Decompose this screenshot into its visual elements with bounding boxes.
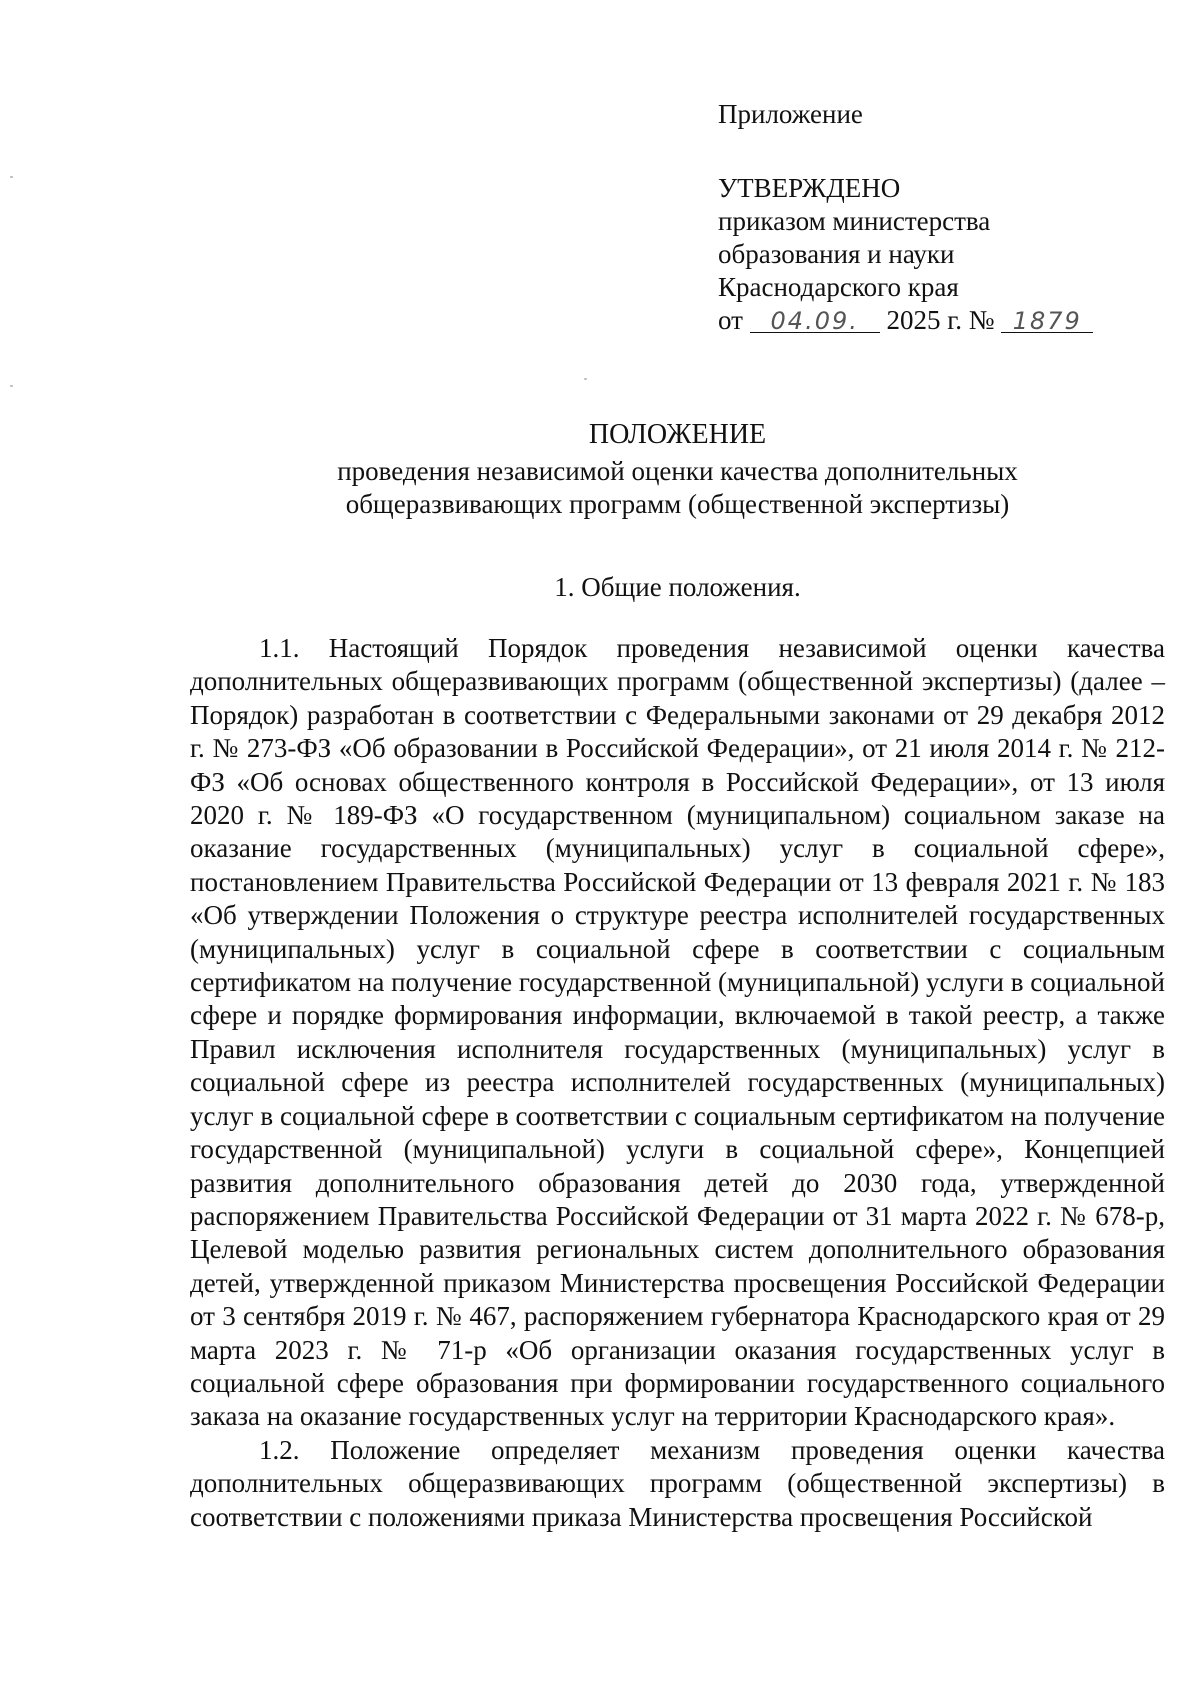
- appendix-label: Приложение: [718, 99, 863, 129]
- paragraph-1-1: 1.1. Настоящий Порядок проведения независимой оценки качества дополнительных общеразвивающих программ (общественной экспертизы) (далее – Порядок) разработан в соответствии с Федеральными законами от 29 декабря 2012 г. № 273-ФЗ «Об образовании в Российской Федерации», от 21 июля 2014 г. № 212-ФЗ «Об основах общественного контроля в Российской Федерации», от 13 июля 2020 г. № 189-ФЗ «О государственном (муниципальном) социальном заказе на оказание государственных (муниципальных) услуг в социальной сфере», постановлением Правительства Российской Федерации от 13 февраля 2021 г. № 183 «Об утверждении Положения о структуре реестра исполнителей государственных (муниципальных) услуг в социальной сфере в соответствии с социальным сертификатом на получение государственной (муниципальной) услуги в социальной сфере и порядке формирования информации, включаемой в такой реестр, а также Правил исключения исполнителя государственных (муниципальных) услуг в социальной сфере из реестра исполнителей государственных (муниципальных) услуг в социальной сфере в соответствии с социальным сертификатом на получение государственной (муниципальной) услуги в социальной сфере», Концепцией развития дополнительного образования детей до 2030 года, утвержденной распоряжением Правительства Российской Федерации от 31 марта 2022 г. № 678-р, Целевой моделью развития региональных систем дополнительного образования детей, утвержденной приказом Министерства просвещения Российской Федерации от 3 сентября 2019 г. № 467, распоряжением губернатора Краснодарского края от 29 марта 2023 г. № 71-р «Об организации оказания государственных услуг в социальной сфере образования при формировании государственного социального заказа на оказание государственных услуг на территории Краснодарского края».: [190, 633, 1166, 1432]
- date-fill-field: [750, 304, 880, 333]
- section-body: [190, 632, 1165, 1534]
- order-line-3: Краснодарского края: [718, 272, 959, 302]
- scan-speck: [10, 176, 13, 178]
- approved-label: УТВЕРЖДЕНО: [718, 173, 901, 203]
- paragraph-1-2: 1.2. Положение определяет механизм проведения оценки качества дополнительных общеразвивающих программ (общественной экспертизы) в соответствии с положениями приказа Министерства просвещения Российской: [190, 1434, 1165, 1532]
- scan-speck: [584, 378, 587, 380]
- document-subtitle-line-1: проведения независимой оценки качества дополнительных: [337, 456, 1018, 486]
- document-subtitle-line-2: общеразвивающих программ (общественной экспертизы): [345, 489, 1010, 519]
- handwritten-number: 1879: [1012, 307, 1082, 335]
- approval-stamp-block: [718, 98, 1138, 337]
- order-line-1: приказом министерства: [718, 206, 991, 236]
- year-and-number-label: 2025 г. №: [886, 305, 995, 335]
- scan-speck: [10, 385, 13, 387]
- section-heading: 1. Общие положения.: [554, 572, 801, 602]
- document-title-block: [190, 418, 1165, 521]
- order-date-line: [718, 304, 1138, 337]
- document-title: ПОЛОЖЕНИЕ: [588, 419, 767, 450]
- number-fill-field: [1001, 304, 1093, 333]
- handwritten-date: 04.09.: [770, 307, 859, 335]
- order-line-2: образования и науки: [718, 239, 955, 269]
- date-prefix: от: [718, 305, 743, 335]
